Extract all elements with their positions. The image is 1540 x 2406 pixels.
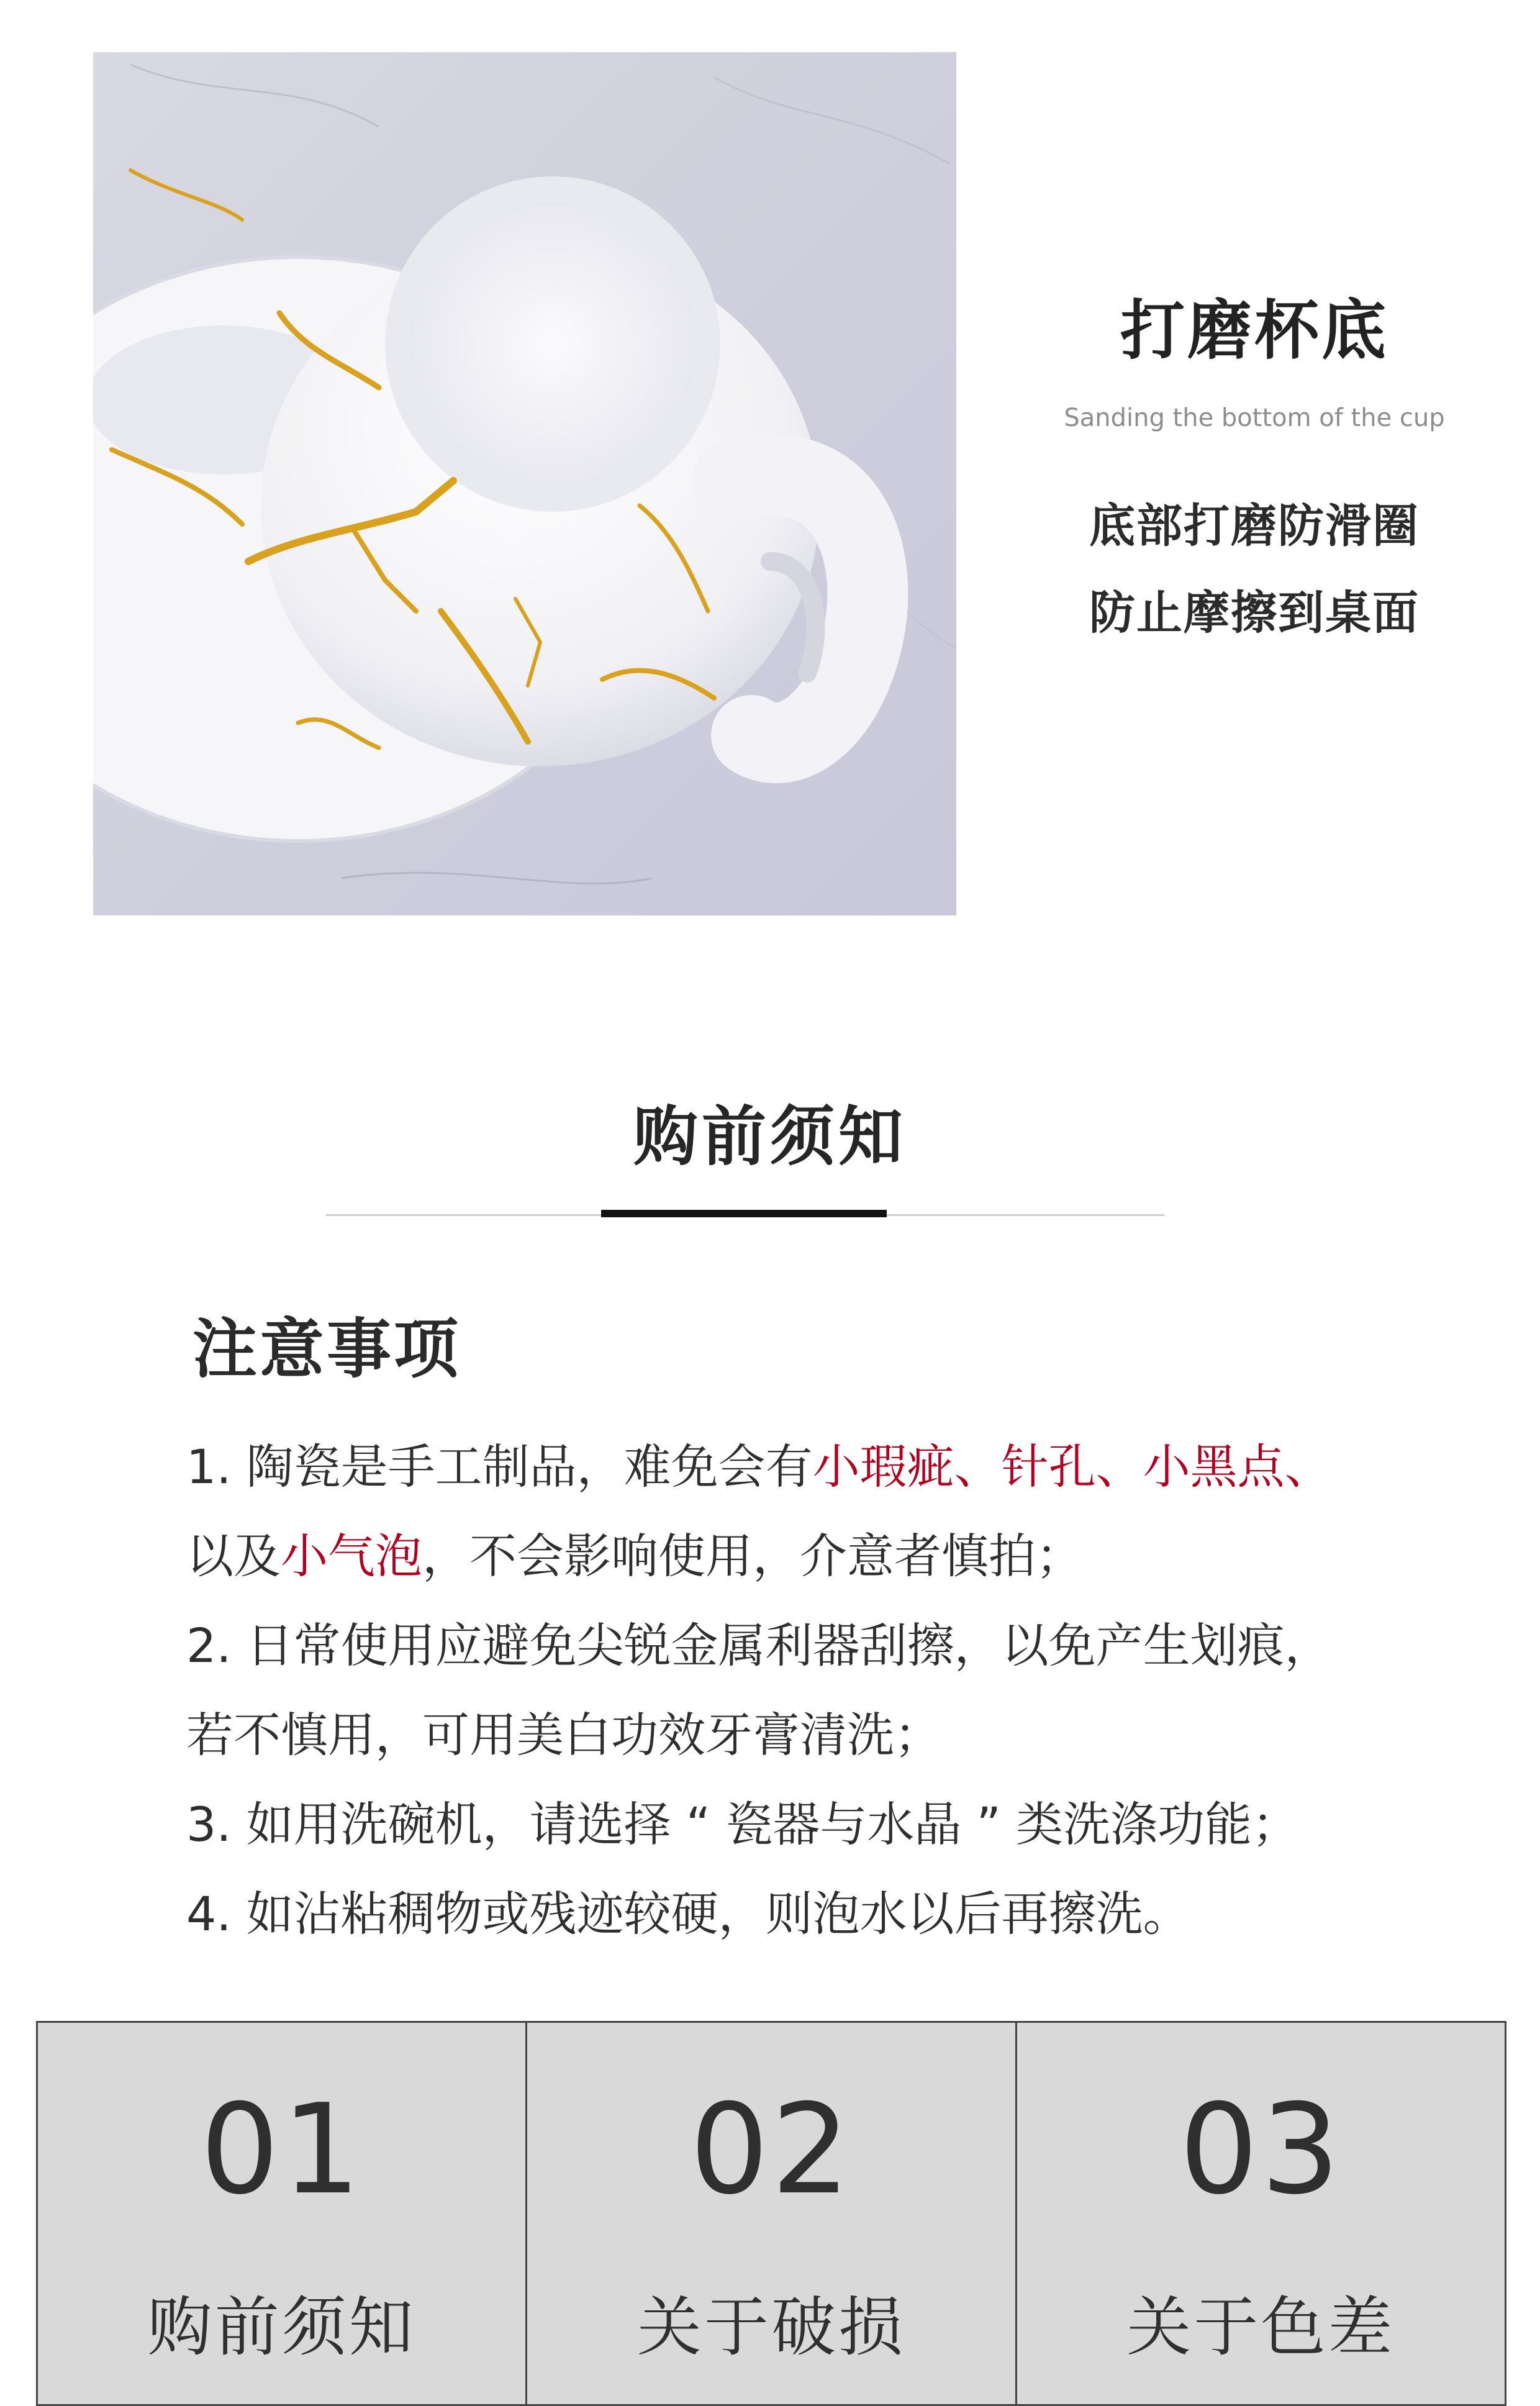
tab-number: 01 <box>200 2077 363 2222</box>
info-tabs <box>36 2021 1506 2406</box>
feature-block <box>1018 292 1490 656</box>
note-line-1 <box>186 1422 1428 1512</box>
note-highlight: 小瑕疵、针孔、小黑点、 <box>812 1439 1332 1494</box>
tab-damage[interactable] <box>527 2023 1017 2404</box>
tab-label: 购前须知 <box>147 2289 416 2365</box>
tab-purchase-notes[interactable] <box>38 2023 527 2404</box>
tab-label: 关于破损 <box>636 2289 905 2365</box>
feature-description <box>1018 483 1490 656</box>
note-line-3: 2. 日常使用应避免尖锐金属利器刮擦，以免产生划痕， <box>186 1618 1332 1673</box>
tab-number: 02 <box>689 2077 853 2222</box>
section-title: 购前须知 <box>633 1099 907 1174</box>
tab-color-difference[interactable] <box>1017 2023 1505 2404</box>
notes-heading: 注意事项 <box>192 1311 461 1387</box>
note-line-4: 若不慎用，可用美白功效牙膏清洗； <box>186 1707 941 1763</box>
note-highlight: 小气泡 <box>281 1528 422 1584</box>
feature-desc-line: 底部打磨防滑圈 <box>1089 499 1420 553</box>
feature-desc-line: 防止摩擦到桌面 <box>1089 586 1420 640</box>
note-line-5: 3. 如用洗碗机，请选择 “ 瓷器与水晶 ” 类洗涤功能； <box>186 1797 1300 1852</box>
note-line-6: 4. 如沾粘稠物或残迹较硬，则泡水以后再擦洗。 <box>186 1886 1190 1941</box>
note-text: 1. 陶瓷是手工制品，难免会有 <box>186 1439 813 1494</box>
tab-label: 关于色差 <box>1126 2289 1395 2365</box>
feature-subtitle: Sanding the bottom of the cup <box>1064 403 1445 432</box>
note-text: ，不会影响使用，介意者慎拍； <box>422 1528 1083 1584</box>
product-photo <box>93 52 956 915</box>
feature-title: 打磨杯底 <box>1120 293 1388 368</box>
section-divider-accent <box>601 1210 887 1217</box>
tab-number: 03 <box>1179 2077 1343 2222</box>
note-text: 以及 <box>186 1528 281 1584</box>
note-line-2 <box>186 1512 1428 1601</box>
notes-list <box>186 1422 1428 1959</box>
